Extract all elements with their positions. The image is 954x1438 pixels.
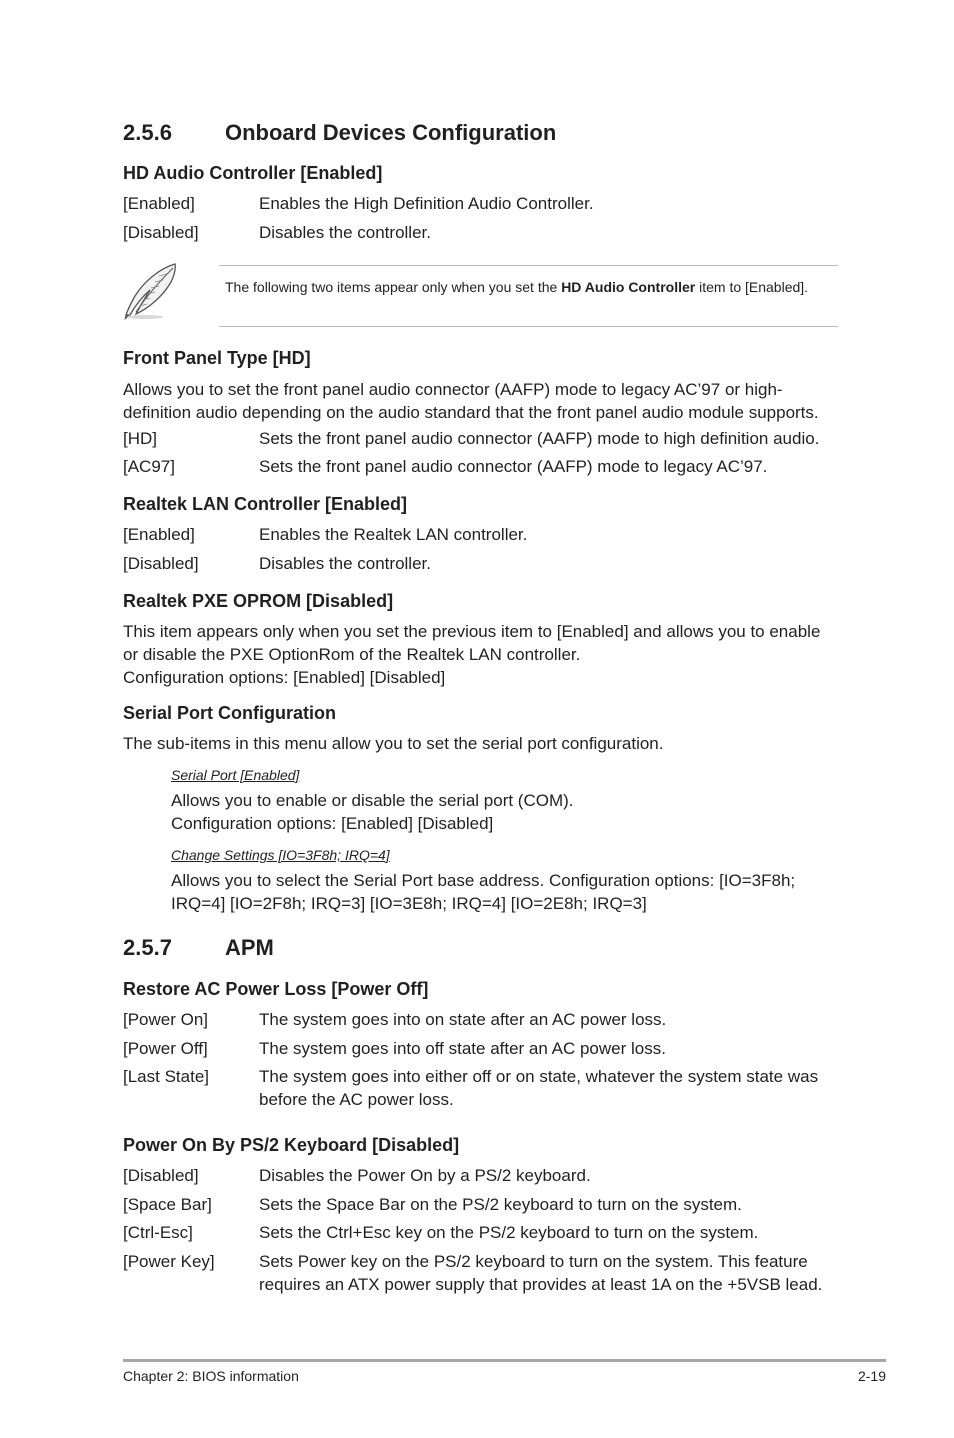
pxe-heading: Realtek PXE OPROM [Disabled] bbox=[123, 591, 394, 611]
note-box bbox=[219, 265, 838, 327]
option-key: [Disabled] bbox=[123, 223, 199, 242]
option-key: [Enabled] bbox=[123, 525, 195, 544]
option-key: [Enabled] bbox=[123, 194, 195, 213]
change-settings-desc-line: IRQ=4] [IO=2F8h; IRQ=3] [IO=3E8h; IRQ=4] [IO=2E8h; IRQ=3] bbox=[171, 894, 647, 913]
section-title: Onboard Devices Configuration bbox=[225, 120, 557, 145]
pxe-config-options: Configuration options: [Enabled] [Disabled] bbox=[123, 668, 446, 687]
option-desc: The system goes into on state after an AC power loss. bbox=[259, 1010, 667, 1029]
change-settings-desc-line: Allows you to select the Serial Port base address. Configuration options: [IO=3F8h; bbox=[171, 871, 796, 890]
section-number: 2.5.7 bbox=[123, 935, 172, 960]
section-heading-2-5-7 bbox=[123, 934, 274, 962]
pxe-desc-line: This item appears only when you set the previous item to [Enabled] and allows you to enable bbox=[123, 622, 821, 641]
option-desc: Disables the controller. bbox=[259, 554, 431, 573]
footer-divider bbox=[123, 1359, 886, 1362]
serial-port-sublabel: Serial Port [Enabled] bbox=[171, 767, 300, 783]
option-key: [Space Bar] bbox=[123, 1195, 212, 1214]
option-desc: Enables the High Definition Audio Controller. bbox=[259, 194, 594, 213]
option-desc: Enables the Realtek LAN controller. bbox=[259, 525, 528, 544]
footer-chapter: Chapter 2: BIOS information bbox=[123, 1368, 299, 1384]
footer-page-number: 2-19 bbox=[857, 1368, 886, 1384]
front-panel-desc-line: Allows you to set the front panel audio connector (AAFP) mode to legacy AC’97 or high- bbox=[123, 380, 783, 399]
lan-heading: Realtek LAN Controller [Enabled] bbox=[123, 494, 408, 514]
option-key: [Disabled] bbox=[123, 1166, 199, 1185]
option-desc: The system goes into either off or on state, whatever the system state was before the AC power loss. bbox=[259, 1067, 819, 1109]
option-desc: Disables the controller. bbox=[259, 223, 431, 242]
option-desc: Disables the Power On by a PS/2 keyboard. bbox=[259, 1166, 591, 1185]
option-desc: The system goes into off state after an AC power loss. bbox=[259, 1039, 666, 1058]
serial-port-desc: Allows you to enable or disable the serial port (COM). bbox=[171, 791, 574, 810]
option-key: [Power Off] bbox=[123, 1039, 208, 1058]
option-desc: Sets Power key on the PS/2 keyboard to turn on the system. This feature requires an ATX power supply that provides at least 1A on the +5VSB lead. bbox=[259, 1252, 823, 1294]
note-bold: HD Audio Controller bbox=[561, 279, 696, 295]
hd-audio-heading: HD Audio Controller [Enabled] bbox=[123, 163, 383, 183]
serial-port-options: Configuration options: [Enabled] [Disabled] bbox=[171, 814, 494, 833]
serial-heading: Serial Port Configuration bbox=[123, 703, 337, 723]
section-title: APM bbox=[225, 935, 274, 960]
ps2-heading: Power On By PS/2 Keyboard [Disabled] bbox=[123, 1135, 460, 1155]
feather-pen-icon bbox=[123, 262, 179, 320]
option-key: [Last State] bbox=[123, 1067, 209, 1086]
option-desc: Sets the Ctrl+Esc key on the PS/2 keyboard to turn on the system. bbox=[259, 1223, 759, 1242]
option-key: [AC97] bbox=[123, 457, 175, 476]
option-key: [HD] bbox=[123, 429, 157, 448]
section-number: 2.5.6 bbox=[123, 120, 172, 145]
serial-desc: The sub-items in this menu allow you to set the serial port configuration. bbox=[123, 734, 664, 753]
section-heading-2-5-6 bbox=[123, 119, 556, 147]
option-key: [Ctrl-Esc] bbox=[123, 1223, 193, 1242]
pxe-desc-line: or disable the PXE OptionRom of the Realtek LAN controller. bbox=[123, 645, 581, 664]
front-panel-desc-line: definition audio depending on the audio standard that the front panel audio module supports. bbox=[123, 403, 819, 422]
option-key: [Power Key] bbox=[123, 1252, 215, 1271]
restore-ac-heading: Restore AC Power Loss [Power Off] bbox=[123, 979, 429, 999]
option-desc: Sets the front panel audio connector (AAFP) mode to high definition audio. bbox=[259, 429, 820, 448]
change-settings-sublabel: Change Settings [IO=3F8h; IRQ=4] bbox=[171, 847, 390, 863]
option-key: [Power On] bbox=[123, 1010, 209, 1029]
option-key: [Disabled] bbox=[123, 554, 199, 573]
front-panel-heading: Front Panel Type [HD] bbox=[123, 348, 311, 368]
option-desc: Sets the Space Bar on the PS/2 keyboard to turn on the system. bbox=[259, 1195, 742, 1214]
note-text: The following two items appear only when you set the HD Audio Controller item to [Enabled]. bbox=[225, 279, 809, 295]
option-desc: Sets the front panel audio connector (AAFP) mode to legacy AC’97. bbox=[259, 457, 768, 476]
